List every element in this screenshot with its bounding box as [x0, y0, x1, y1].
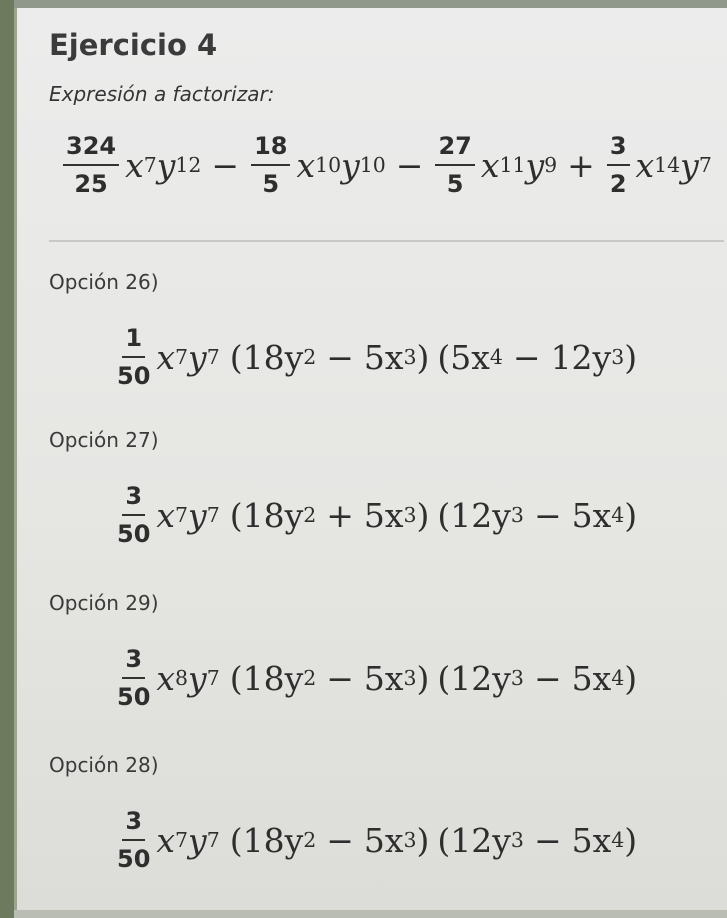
term3-coefficient: $\frac{27}{5}$ — [435, 132, 474, 198]
photo-left-edge — [0, 0, 14, 918]
section-divider — [49, 240, 724, 242]
option-29-label[interactable]: Opción 29) — [49, 591, 159, 615]
operator: − — [211, 145, 240, 185]
photo-top-edge — [0, 0, 727, 8]
option-29-expression[interactable]: $\frac{3}{50}$ x 8 y 7 (18y 2 − 5x 3 ) (12y 3 − 5x 4 ) — [117, 645, 638, 711]
term4-coefficient: $\frac{3}{2}$ — [607, 132, 630, 198]
expression-to-factor: $\frac{324}{25}$ x 7 y 12 − $\frac{18}{5}$ x 10 y 10 − $\frac{27}{5}$ x 11 y 9 + $\frac{3}{2}$ x 14 y 7 — [61, 132, 712, 198]
option-27-expression[interactable]: $\frac{3}{50}$ x 7 y 7 (18y 2 + 5x 3 ) (12y 3 − 5x 4 ) — [117, 482, 638, 548]
option-26-expression[interactable]: $\frac{1}{50}$ x 7 y 7 (18y 2 − 5x 3 ) (5x 4 − 12y 3 ) — [117, 324, 638, 390]
exercise-sheet — [14, 8, 727, 910]
term1-coefficient: $\frac{324}{25}$ — [63, 132, 119, 198]
option-28-expression[interactable]: $\frac{3}{50}$ x 7 y 7 (18y 2 − 5x 3 ) (12y 3 − 5x 4 ) — [117, 807, 638, 873]
operator: + — [567, 145, 595, 185]
exercise-subtitle: Expresión a factorizar: — [49, 82, 275, 106]
term2-coefficient: $\frac{18}{5}$ — [251, 132, 290, 198]
exercise-title: Ejercicio 4 — [49, 28, 218, 62]
option-27-label[interactable]: Opción 27) — [49, 428, 159, 452]
option-26-label[interactable]: Opción 26) — [49, 270, 159, 294]
operator: − — [395, 145, 424, 185]
option-28-label[interactable]: Opción 28) — [49, 753, 159, 777]
